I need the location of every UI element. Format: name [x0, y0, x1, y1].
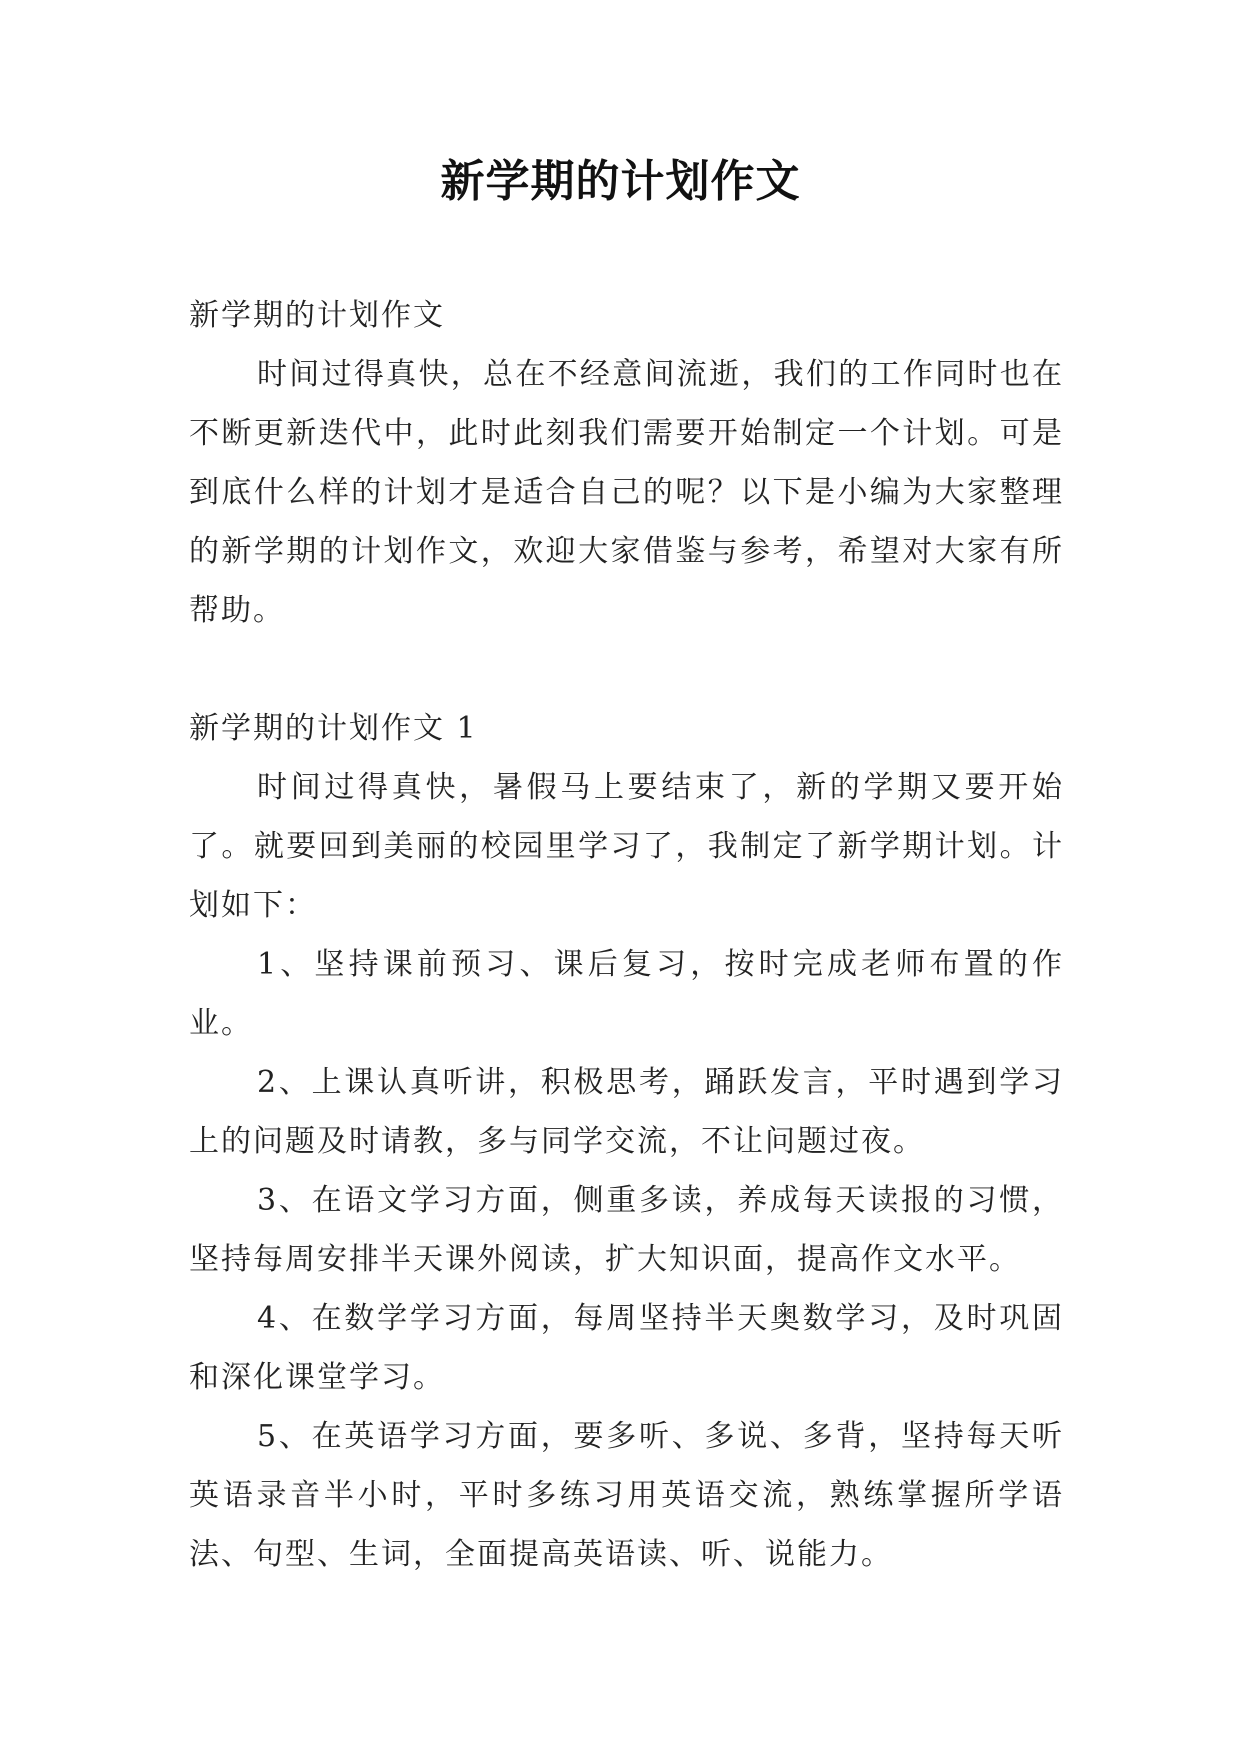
- section-1-paragraph: 时间过得真快，暑假马上要结束了，新的学期又要开始了。就要回到美丽的校园里学习了，我制定了新学期计划。计划如下：: [189, 770, 1064, 923]
- plan-item-5: 5、在英语学习方面，要多听、多说、多背，坚持每天听英语录音半小时，平时多练习用英语交流，熟练掌握所学语法、句型、生词，全面提高英语读、听、说能力。: [189, 1419, 1064, 1572]
- document-title: 新学期的计划作文: [440, 156, 801, 207]
- document-body: [189, 286, 1064, 1584]
- plan-item-3: 3、在语文学习方面，侧重多读，养成每天读报的习惯，坚持每周安排半天课外阅读，扩大知识面，提高作文水平。: [189, 1183, 1064, 1277]
- plan-item-1: 1、坚持课前预习、课后复习，按时完成老师布置的作业。: [189, 947, 1064, 1041]
- section-1-heading: 新学期的计划作文 1: [189, 711, 478, 746]
- plan-item-4: 4、在数学学习方面，每周坚持半天奥数学习，及时巩固和深化课堂学习。: [189, 1301, 1064, 1395]
- intro-heading: 新学期的计划作文: [189, 298, 445, 333]
- section-spacer: [189, 640, 1064, 699]
- plan-item-2: 2、上课认真听讲，积极思考，踊跃发言，平时遇到学习上的问题及时请教，多与同学交流，不让问题过夜。: [189, 1065, 1064, 1159]
- intro-paragraph: 时间过得真快，总在不经意间流逝，我们的工作同时也在不断更新迭代中，此时此刻我们需要开始制定一个计划。可是到底什么样的计划才是适合自己的呢？以下是小编为大家整理的新学期的计划作文，欢迎大家借鉴与参考，希望对大家有所帮助。: [189, 357, 1064, 628]
